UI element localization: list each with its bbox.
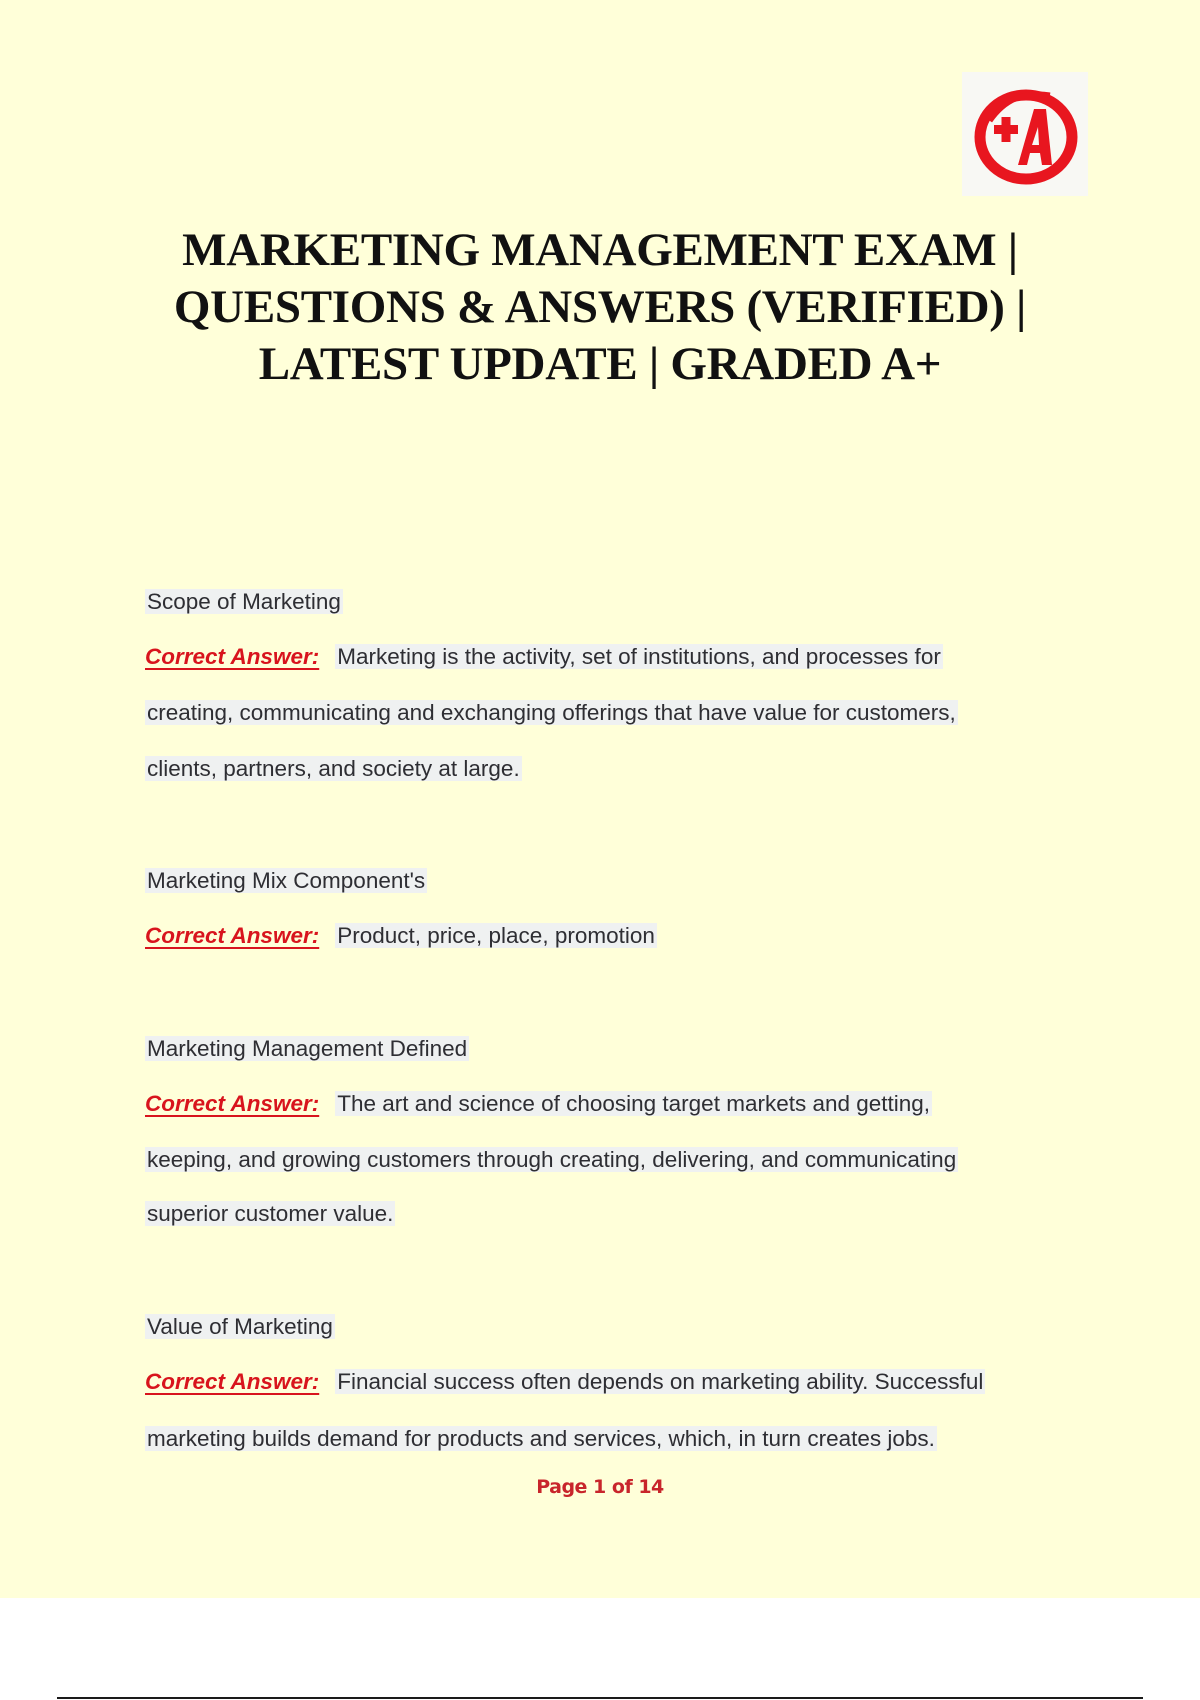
answer-line: clients, partners, and society at large. bbox=[147, 756, 520, 781]
title-line: MARKETING MANAGEMENT EXAM | bbox=[182, 224, 1018, 276]
answer-line: Correct Answer: Product, price, place, promotion bbox=[145, 923, 655, 948]
correct-answer-label: Correct Answer: bbox=[145, 644, 320, 669]
answer-line: Correct Answer: Financial success often depends on marketing ability. Successful bbox=[145, 1369, 984, 1394]
correct-answer-label: Correct Answer: bbox=[145, 1369, 320, 1394]
answer-line: creating, communicating and exchanging offerings that have value for customers, bbox=[147, 700, 956, 725]
question-text: Marketing Management Defined bbox=[147, 1036, 468, 1061]
answer-line: Correct Answer: Marketing is the activity, set of institutions, and processes for bbox=[145, 644, 941, 669]
correct-answer-label: Correct Answer: bbox=[145, 923, 320, 948]
question-text: Scope of Marketing bbox=[147, 589, 341, 614]
graded-a-plus-logo-icon bbox=[972, 81, 1078, 187]
question-text: Value of Marketing bbox=[147, 1314, 333, 1339]
page-divider bbox=[57, 1697, 1143, 1699]
title-line: LATEST UPDATE | GRADED A+ bbox=[258, 338, 942, 390]
answer-line: Correct Answer: The art and science of choosing target markets and getting, bbox=[145, 1091, 931, 1116]
answer-line: superior customer value. bbox=[147, 1201, 394, 1226]
document-title bbox=[100, 222, 1100, 393]
answer-line: marketing builds demand for products and services, which, in turn creates jobs. bbox=[147, 1426, 935, 1451]
title-line: QUESTIONS & ANSWERS (VERIFIED) | bbox=[173, 281, 1027, 333]
question-text: Marketing Mix Component's bbox=[147, 868, 426, 893]
logo bbox=[962, 72, 1088, 196]
page-number: Page 1 of 14 bbox=[536, 1476, 664, 1498]
answer-line: keeping, and growing customers through creating, delivering, and communicating bbox=[147, 1147, 957, 1172]
correct-answer-label: Correct Answer: bbox=[145, 1091, 320, 1116]
